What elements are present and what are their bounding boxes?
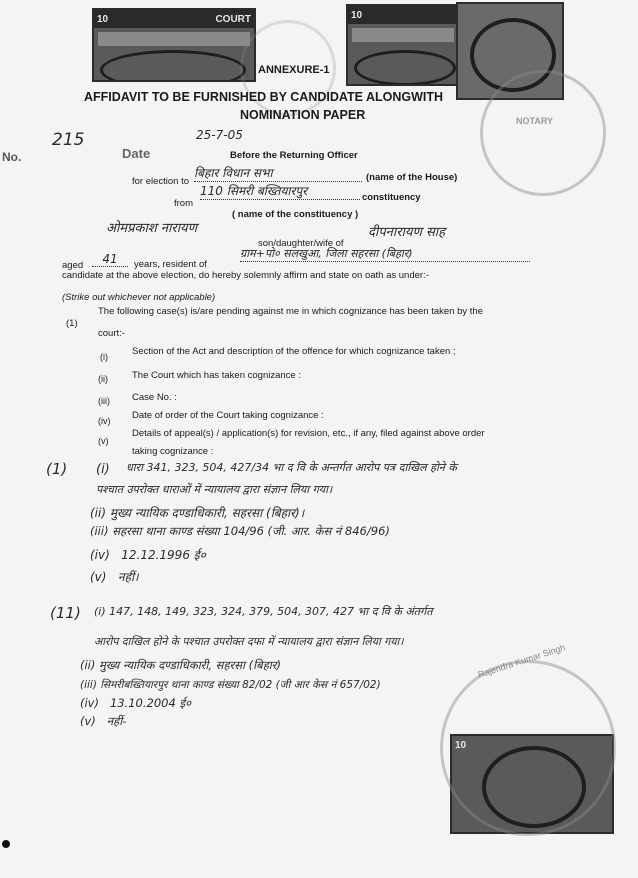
annexure-label: ANNEXURE-1 [258, 64, 330, 76]
aged-label: aged [62, 260, 84, 271]
case-2-sections: (i) 147, 148, 149, 323, 324, 379, 504, 307, 427 भा द वि के अंतर्गत [94, 605, 433, 618]
case-1-number: (1) [46, 460, 68, 478]
relation-label: son/daughter/wife of [258, 238, 344, 249]
sub-item-i-text: Section of the Act and description of the offence for which cognizance taken ; [132, 346, 456, 357]
case-2-number: (11) [50, 604, 81, 622]
date-label: Date [122, 146, 151, 161]
election-label: for election to [132, 176, 190, 187]
case-1-sections: धारा 341, 323, 504, 427/34 भा द वि के अन्तर्गत आरोप पत्र दाखिल होने के [126, 461, 457, 474]
constituency-label: constituency [362, 192, 421, 203]
document-subtitle: NOMINATION PAPER [240, 108, 366, 122]
sub-item-v-text: Details of appeal(s) / application(s) for revision, etc., if any, filed against above order [132, 428, 485, 439]
case-2-case-number: (iii) सिमरीबख्तियारपुर थाना काण्ड संख्या 82/02 (जी आर केस नं 657/02) [80, 679, 381, 691]
residence-value: ग्राम+पो० सलखुआ, जिला सहरसा (बिहार) [240, 246, 530, 262]
sub-item-ii-text: The Court which has taken cognizance : [132, 370, 301, 381]
date-value: 25-7-05 [196, 128, 243, 142]
strike-out-note: (Strike out whichever not applicable) [62, 292, 216, 303]
sub-item-iv-number: (iv) [98, 416, 111, 426]
case-2-order-date: (iv) 13.10.2004 ई० [80, 696, 192, 710]
item-1-text-continued: court:- [98, 328, 125, 339]
court-fee-stamp-top-left: 10 COURT [92, 8, 256, 82]
constituency-value: 110 सिमरी बख्तियारपुर [200, 182, 360, 200]
constituency-name-label: ( name of the constituency ) [232, 209, 359, 220]
sub-item-iv-text: Date of order of the Court taking cognizance : [132, 410, 324, 421]
document-title: AFFIDAVIT TO BE FURNISHED BY CANDIDATE ALONGWITH [84, 90, 444, 104]
house-label: (name of the House) [366, 172, 458, 183]
item-1-number: (1) [66, 318, 78, 329]
case-2-sections-continued: आरोप दाखिल होने के पश्चात उपरोक्त दफा में न्यायालय द्वारा संज्ञान लिया गया। [94, 635, 404, 648]
candidate-name: ओमप्रकाश नारायण [106, 221, 197, 236]
punch-hole [2, 840, 10, 848]
from-label: from [174, 198, 193, 209]
case-1-case-number: (iii) सहरसा थाना काण्ड संख्या 104/96 (जी. आर. केस नं 846/96) [90, 524, 390, 538]
court-fee-stamp-bottom-right: 10 [450, 734, 614, 834]
sub-item-i-number: (i) [100, 352, 108, 362]
case-1-i-number: (i) [96, 462, 110, 477]
sub-item-iii-text: Case No. : [132, 392, 177, 403]
case-1-appeal: (v) नहीं। [90, 570, 139, 584]
case-2-appeal: (v) नहीं- [80, 714, 127, 728]
age-value: 41 [92, 252, 128, 267]
number-label: No. [2, 150, 22, 164]
case-1-court: (ii) मुख्य न्यायिक दण्डाधिकारी, सहरसा (बिहार)। [90, 506, 305, 520]
oath-statement: candidate at the above election, do hereby solemnly affirm and state on oath as under:- [62, 270, 429, 281]
sub-item-iii-number: (iii) [98, 396, 110, 406]
sub-item-ii-number: (ii) [98, 374, 108, 384]
resident-label: years, resident of [134, 259, 207, 270]
election-value: बिहार विधान सभा [194, 164, 362, 182]
item-1-text: The following case(s) is/are pending against me in which cognizance has been taken by the [98, 306, 483, 317]
court-fee-stamp-top-right: 10 [346, 4, 460, 86]
case-1-order-date: (iv) 12.12.1996 ई० [90, 548, 206, 562]
father-name: दीपनारायण साह [368, 225, 446, 240]
notary-seal-text: NOTARY [516, 116, 553, 126]
case-2-court: (ii) मुख्य न्यायिक दण्डाधिकारी, सहरसा (बिहार) [80, 658, 281, 672]
seal-signature-text: Rajendra Kumar Singh [476, 642, 567, 680]
notary-seal-bottom [440, 660, 616, 836]
sub-item-v-text-continued: taking cognizance : [132, 446, 214, 457]
sub-item-v-number: (v) [98, 436, 109, 446]
returning-officer-heading: Before the Returning Officer [230, 150, 358, 161]
notary-seal-top [480, 70, 606, 196]
number-value: 215 [52, 130, 85, 150]
case-1-sections-continued: पश्चात उपरोक्त धाराओं में न्यायालय द्वारा संज्ञान लिया गया। [96, 483, 333, 496]
